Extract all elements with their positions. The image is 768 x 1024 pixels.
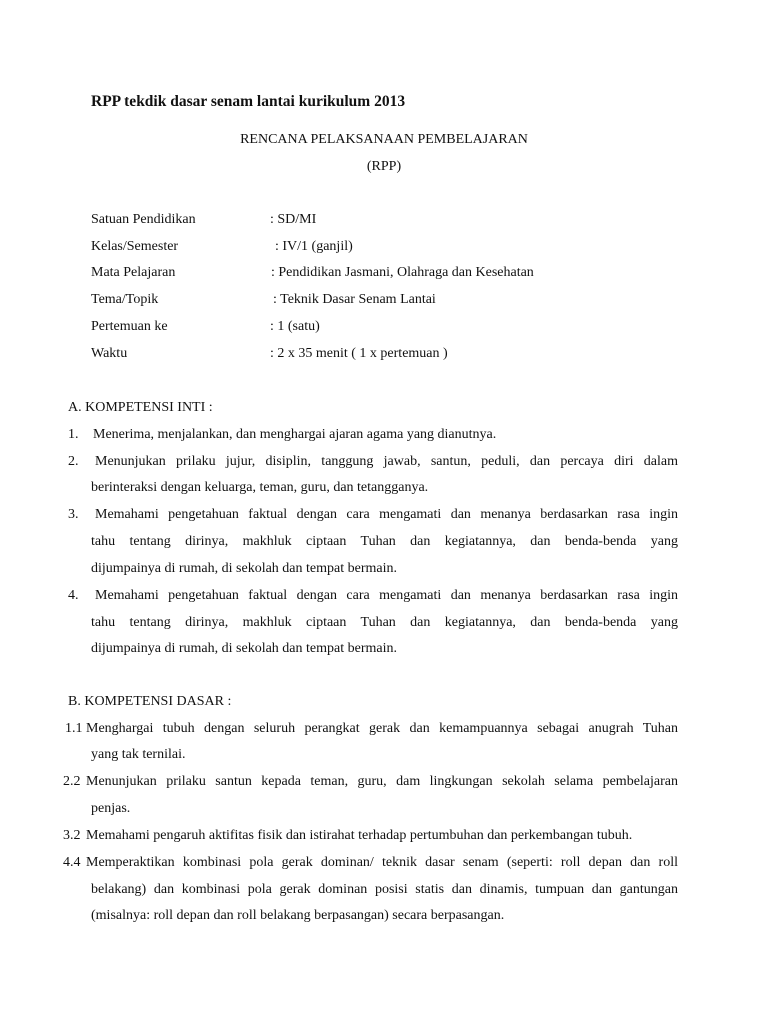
info-value: : IV/1 (ganjil) <box>275 239 353 254</box>
list-text: (misalnya: roll depan dan roll belakang berpasangan) secara berpasangan. <box>91 908 505 923</box>
document-title: RPP tekdik dasar senam lantai kurikulum 2013 <box>91 93 406 110</box>
list-number: 1. <box>68 427 79 442</box>
info-value: : Pendidikan Jasmani, Olahraga dan Kesehatan <box>271 265 534 280</box>
list-number: 4. <box>68 588 79 603</box>
list-number: 4.4 <box>63 855 81 870</box>
list-number: 2.2 <box>63 774 81 789</box>
section-heading-kompetensi-inti: A. KOMPETENSI INTI : <box>68 400 213 415</box>
list-text: Menunjukan prilaku jujur, disiplin, tanggung jawab, santun, peduli, dan percaya diri dalam <box>95 454 678 469</box>
list-text: penjas. <box>91 801 131 816</box>
info-value: : 1 (satu) <box>270 319 320 334</box>
list-text: Memahami pengetahuan faktual dengan cara mengamati dan menanya berdasarkan rasa ingin <box>95 588 678 603</box>
list-text: dijumpainya di rumah, di sekolah dan tempat bermain. <box>91 641 397 656</box>
info-value: : Teknik Dasar Senam Lantai <box>273 292 436 307</box>
list-text: tahu tentang dirinya, makhluk ciptaan Tuhan dan kegiatannya, dan benda-benda yang <box>91 534 678 549</box>
list-text: dijumpainya di rumah, di sekolah dan tempat bermain. <box>91 561 397 576</box>
info-label: Mata Pelajaran <box>91 265 176 280</box>
info-label: Tema/Topik <box>91 292 159 307</box>
info-label: Satuan Pendidikan <box>91 212 196 227</box>
info-label: Pertemuan ke <box>91 319 168 334</box>
info-label: Waktu <box>91 346 128 361</box>
list-number: 3. <box>68 507 79 522</box>
list-text: Menghargai tubuh dengan seluruh perangkat gerak dan kemampuannya sebagai anugrah Tuhan <box>86 721 678 736</box>
list-text: tahu tentang dirinya, makhluk ciptaan Tuhan dan kegiatannya, dan benda-benda yang <box>91 615 678 630</box>
list-text: Memahami pengetahuan faktual dengan cara mengamati dan menanya berdasarkan rasa ingin <box>95 507 678 522</box>
info-label: Kelas/Semester <box>91 239 179 254</box>
list-text: Menerima, menjalankan, dan menghargai ajaran agama yang dianutnya. <box>93 427 497 442</box>
section-heading-kompetensi-dasar: B. KOMPETENSI DASAR : <box>68 694 232 709</box>
rpp-heading: RENCANA PELAKSANAAN PEMBELAJARAN <box>240 132 528 147</box>
list-text: Menunjukan prilaku santun kepada teman, guru, dam lingkungan sekolah selama pembelajaran <box>86 774 678 789</box>
list-number: 2. <box>68 454 79 469</box>
list-text: yang tak ternilai. <box>91 747 186 762</box>
list-number: 3.2 <box>63 828 81 843</box>
list-text: Memperaktikan kombinasi pola gerak dominan/ teknik dasar senam (seperti: roll depan dan roll <box>86 855 678 870</box>
list-number: 1.1 <box>65 721 83 736</box>
info-value: : 2 x 35 menit ( 1 x pertemuan ) <box>270 346 448 361</box>
list-text: Memahami pengaruh aktifitas fisik dan istirahat terhadap pertumbuhan dan perkembangan tubuh. <box>86 828 633 843</box>
list-text: belakang) dan kombinasi pola gerak dominan posisi statis dan dinamis, tumpuan dan gantungan <box>91 882 678 897</box>
info-value: : SD/MI <box>270 212 317 227</box>
rpp-subheading: (RPP) <box>366 159 402 174</box>
list-text: berinteraksi dengan keluarga, teman, guru, dan tetangganya. <box>91 480 429 495</box>
